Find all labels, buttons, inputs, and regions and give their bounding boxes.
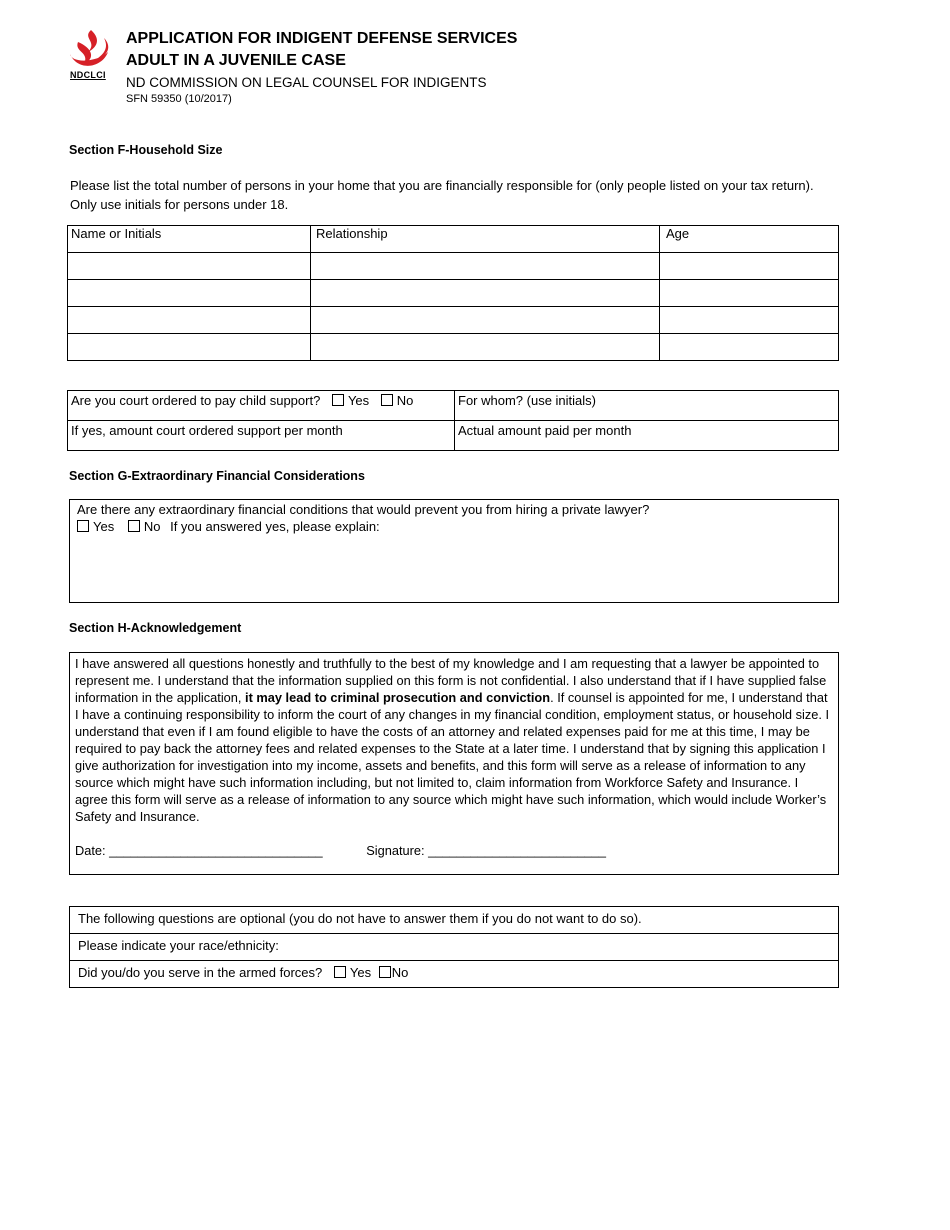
form-title-line1: APPLICATION FOR INDIGENT DEFENSE SERVICES <box>126 30 518 47</box>
relationship-cell[interactable] <box>311 307 660 334</box>
section-f-heading: Section F-Household Size <box>69 143 223 157</box>
date-field[interactable]: Date: ______________________________ <box>75 843 323 858</box>
household-row <box>68 253 839 280</box>
section-g-box <box>69 499 839 603</box>
age-cell[interactable] <box>660 307 839 334</box>
agency-name: ND COMMISSION ON LEGAL COUNSEL FOR INDIGENTS <box>126 75 487 90</box>
household-row <box>68 334 839 361</box>
race-ethnicity-field[interactable]: Please indicate your race/ethnicity: <box>70 934 839 961</box>
section-g-yes-checkbox[interactable] <box>77 520 89 532</box>
name-cell[interactable] <box>68 334 311 361</box>
for-whom-field[interactable]: For whom? (use initials) <box>455 391 839 421</box>
logo-text: NDCLCI <box>70 70 106 80</box>
age-cell[interactable] <box>660 253 839 280</box>
acknowledgement-box <box>69 652 839 875</box>
child-support-no-checkbox[interactable] <box>381 394 393 406</box>
optional-intro: The following questions are optional (you do not have to answer them if you do not want to do so). <box>70 907 839 934</box>
col-name-header: Name or Initials <box>68 226 311 253</box>
household-row <box>68 280 839 307</box>
name-cell[interactable] <box>68 253 311 280</box>
child-support-yes-label: Yes <box>347 393 370 408</box>
section-g-yes-label: Yes <box>93 519 115 534</box>
col-relationship-header: Relationship <box>311 226 660 253</box>
col-age-header: Age <box>660 226 839 253</box>
section-g-no-checkbox[interactable] <box>128 520 140 532</box>
child-support-table <box>67 390 839 451</box>
section-g-question: Are there any extraordinary financial conditions that would prevent you from hiring a private lawyer? <box>77 502 650 517</box>
age-cell[interactable] <box>660 334 839 361</box>
relationship-cell[interactable] <box>311 334 660 361</box>
armed-forces-yes-checkbox[interactable] <box>334 966 346 978</box>
section-g-no-label: No <box>143 519 161 534</box>
age-cell[interactable] <box>660 280 839 307</box>
section-g-explain-label: If you answered yes, please explain: <box>170 519 380 534</box>
section-h-heading: Section H-Acknowledgement <box>69 621 242 635</box>
name-cell[interactable] <box>68 307 311 334</box>
armed-forces-yes-label: Yes <box>349 965 372 980</box>
child-support-question: Are you court ordered to pay child support? <box>71 393 321 408</box>
amount-ordered-field[interactable]: If yes, amount court ordered support per month <box>68 421 455 451</box>
name-cell[interactable] <box>68 280 311 307</box>
section-g-heading: Section G-Extraordinary Financial Considerations <box>69 469 365 483</box>
household-table <box>67 225 839 361</box>
armed-forces-question: Did you/do you serve in the armed forces? <box>78 965 323 980</box>
relationship-cell[interactable] <box>311 253 660 280</box>
armed-forces-no-checkbox[interactable] <box>379 966 391 978</box>
section-f-instructions-1: Please list the total number of persons in your home that you are financially responsible for (only people listed on your tax return). <box>70 178 814 193</box>
form-number: SFN 59350 (10/2017) <box>126 93 232 105</box>
child-support-question-cell <box>68 391 455 421</box>
armed-forces-question-cell <box>70 961 839 988</box>
child-support-no-label: No <box>396 393 414 408</box>
section-f-instructions-2: Only use initials for persons under 18. <box>70 197 289 212</box>
household-row <box>68 307 839 334</box>
optional-questions-table <box>69 906 839 988</box>
acknowledgement-text: I have answered all questions honestly and truthfully to the best of my knowledge and I am requesting that a lawyer be appointed to represent me. I understand that the information supplied on this form is not confidential. I also understand that if I have supplied false information in the application, it may lead to criminal prosecution and conviction. If counsel is appointed for me, I understand that I have a continuing responsibility to inform the court of any changes in my financial condition, employment status, or household size. I understand that even if I am found eligible to have the costs of an attorney and related expenses paid for me at this time, I may be required to pay back the attorney fees and related expenses to the State at a later time. I understand that by signing this application I give authorization for investigation into my income, assets and benefits, and this form will serve as a release of information to any source which might have such information including, but not limited to, claim information from Workforce Safety and Insurance. I agree this form will serve as a release of information to any source which might have such information, which would include Worker’s Safety and Insurance. <box>75 656 830 824</box>
armed-forces-no-label: No <box>391 965 409 980</box>
signature-field[interactable]: Signature: _________________________ <box>366 843 607 858</box>
form-title-line2: ADULT IN A JUVENILE CASE <box>126 52 346 69</box>
acknowledgement-warning: it may lead to criminal prosecution and conviction <box>245 690 551 705</box>
child-support-yes-checkbox[interactable] <box>332 394 344 406</box>
household-header-row <box>68 226 839 253</box>
amount-paid-field[interactable]: Actual amount paid per month <box>455 421 839 451</box>
relationship-cell[interactable] <box>311 280 660 307</box>
